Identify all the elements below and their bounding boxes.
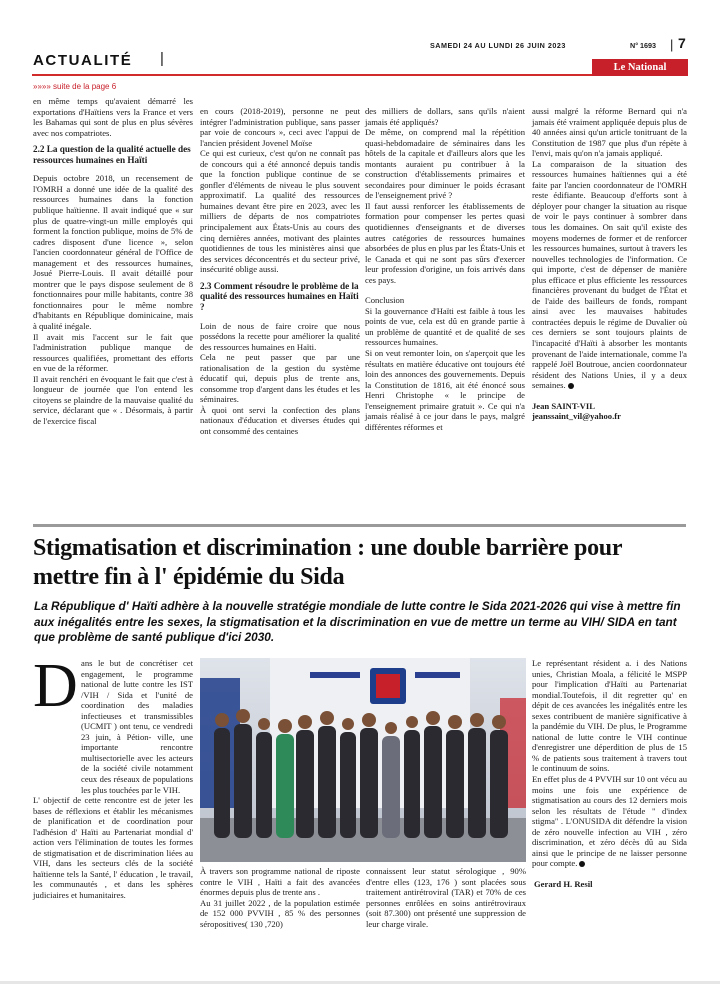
paragraph <box>532 159 687 391</box>
end-of-article-icon <box>568 383 574 389</box>
author-name: Gerard H. Resil <box>534 878 593 889</box>
paragraph: Il avait mis l'accent sur le fait que l'administration publique manque de ressources qualifiées, promettant des efforts en vue de la réformer. <box>33 331 193 374</box>
issue-number: N° 1693 <box>630 41 657 50</box>
conclusion-heading: Conclusion <box>365 295 405 306</box>
photo-illustration <box>200 658 526 862</box>
paragraph: L' objectif de cette rencontre est de jeter les bases de réflexions et établir les mécanismes de planification et de coordination pour l'adhésion d' Haïti au Partenariat mondial d' action vers l'élimination de toutes les formes de stigmatisation et de discrimination liées au VIH, dans les secteurs clés de la société haïtienne tels la Santé, l' éducation , le travail, les communautés , et dans les sphères judiciaires et humanitaires. <box>33 795 193 901</box>
group-photo <box>200 658 526 862</box>
spacer <box>532 391 687 401</box>
paragraph: Loin de nous de faire croire que nous possédons la recette pour améliorer la qualité des ressources humaines en Haïti. <box>200 320 360 352</box>
header-rule <box>32 74 686 76</box>
paragraph: Cela ne peut passer que par une rationalisation de la gestion du système éducatif qui, depuis plus de trente ans, consomme trop d'argent dans les études et les séminaires. <box>200 352 360 405</box>
article-standfirst: La République d' Haïti adhère à la nouvelle stratégie mondiale de lutte contre le Sida 2021-2026 qui vise à mettre fin aux inégalités entre les sexes, la stigmatisation et la discrimination en vue de mettre un terme au VIH/ SIDA en tant que problème de santé publique d'ici 2030. <box>34 599 681 645</box>
article1-column-2 <box>200 106 360 437</box>
paragraph: Il faut aussi renforcer les établissements de formation pour compenser les pertes quasi quotidiennes d'enseignants et de diverses autres catégories de ressources humaines absorbées de plus en plus par les États-Unis et le Canada et qui ne sont pas sûrs d'exercer leur profession d'origine, un fois arrivés dans ces pays. <box>365 200 525 285</box>
paragraph: en cours (2018-2019), personne ne peut intégrer l'administration publique, sans passer par voie de concours », ceci avec l'appui de l'ancien président Jovenel Moïse <box>200 106 360 148</box>
paragraph: Au 31 juillet 2022 , de la population estimée de 152 000 PVVIH , 85 % des personnes séropositives( 130 ,720) <box>200 897 360 929</box>
article2-column-4 <box>532 658 687 889</box>
paragraph: Si on veut remonter loin, on s'aperçoit que les résultats en matière éducative ont toujours été loin des annonces des gouvernements. Depuis la Constitution de 1816, ait été énoncé sous Henri Christophe « le principe de l'enseignement primaire gratuit ». Ce qui n'a jamais réalisé à ce jour dans le pays, malgré différentes réformes et <box>365 348 525 432</box>
newspaper-logo: Le National <box>592 59 688 76</box>
paragraph-text: La comparaison de la situation des ressources humaines haïtiennes qui a été faite par l'ancien coordonnateur de l'OMRH reste édifiante. Beaucoup d'efforts sont à déployer pour changer la situation au risque de voir le pays continuer à sombrer dans tous les domaines. On sait qu'il existe des moyens modernes de former et de renforcer les ressources humaines, surtout à travers les nouvelles technologies de l'information. Ce qui importe, c'est de dépenser de manière plus efficace et plus efficiente les ressources financières provenant du budget de l'État et de l'aide des bailleurs de fonds, rompant ainsi avec les mauvaises habitudes contractées depuis le régime de Duvalier où ces derniers se sont toujours plaints de l'incapacité d'Haïti à absorber les montants provenant de l'aide internationale, comme l'a rappelé Joël Boutroue, ancien coordonnateur résident des Nations Unies, il y a deux semaines. <box>532 158 687 391</box>
drop-cap: D <box>33 652 78 720</box>
article-headline: Stigmatisation et discrimination : une double barrière pour mettre fin à l' épidémie du Sida <box>33 535 622 590</box>
paragraph: Il avait renchéri en évoquant le fait que c'est à longueur de journée que l'on entend les citoyens se plaindre de la mauvaise qualité du service, déclarant que « . Désormais, à partir de l'exercice fiscal <box>33 373 193 426</box>
paragraph: aussi malgré la réforme Bernard qui n'a jamais été vraiment appliquée depuis plus de 40 années ainsi qu'un article tonitruant de la Constitution de 1987 que plus d'un répète à l'envi, mais qu'on n'a jamais appliqué. <box>532 106 687 159</box>
section-separator: | <box>160 50 164 67</box>
paragraph: ans le but de concrétiser cet engagement, le programme national de lutte contre les IST /VIH / Sida et l'unité de coordination des maladies infectieuses et transmissibles (UCMIT ) ont tenu, ce vendredi 23 juin, à Pétion- ville, une importante rencontre multisectorielle avec les acteurs de la société civile notamment ceux des réseaux de populations les plus touchées par le VIH. <box>81 658 193 795</box>
subheading: 2.2 La question de la qualité actuelle des ressources humaines en Haïti <box>33 144 191 165</box>
author-name: Jean SAINT-VIL <box>532 400 595 411</box>
paragraph <box>532 774 687 869</box>
article2-column-2 <box>200 866 360 929</box>
spacer <box>365 285 525 295</box>
article1-column-4 <box>532 106 687 422</box>
paragraph: À quoi ont servi la confection des plans nationaux d'éducation et diverses études qui ont consommé des centaines <box>200 404 360 436</box>
paragraph-text: En effet plus de 4 PVVIH sur 10 ont vécu au moins une fois une expérience de stigmatisation au cours des 12 derniers mois selon les résultats de l'étude " d'index stigma" . L'ONUSIDA dit défendre la vision de zéro nouvelle infection au VIH , zéro discrimination, et zéro décès dû au Sida ainsi que le principe de ne laisser personne pour compte. <box>532 774 687 869</box>
paragraph: des milliers de dollars, sans qu'ils n'aient jamais été appliqués? <box>365 106 525 127</box>
article2-column-1 <box>33 652 193 901</box>
paragraph: À travers son programme national de riposte contre le VIH , Haïti a fait des avancées énormes depuis plus de trente ans . <box>200 866 360 898</box>
page-number: 7 <box>678 35 686 51</box>
issue-date: SAMEDI 24 AU LUNDI 26 JUIN 2023 <box>430 41 566 50</box>
paragraph: en même temps qu'avaient démarré les exportations d'Haïtiens vers la France et vers les Bahamas qui sont de plus en plus sévères avec nos compatriotes. <box>33 96 193 138</box>
paragraph: connaissent leur statut sérologique , 90% d'entre elles (123, 176 ) sont placées sous traitement antirétroviral (TAR) et 70% de ces personnes enrôlées en soins antirétroviraux (soit 87.300) ont présenté une suppression de leur charge virale. <box>366 866 526 929</box>
section-title: ACTUALITÉ <box>33 52 133 69</box>
spacer <box>532 869 687 879</box>
article1-column-3 <box>365 106 525 432</box>
continued-from-link[interactable]: »»»» suite de la page 6 <box>33 82 117 91</box>
author-email-link[interactable]: jeanssaint_vil@yahoo.fr <box>532 411 621 422</box>
paragraph: Le représentant résident a. i des Nations unies, Christian Moala, a félicité le MSPP pour l'implication d'Haïti au Partenariat mondial.Toutefois, il dit regretter qu' en dépit de ces avancées les inégalités entre les sexes contribuent de manière significative à la pandémie du VIH. De plus, le Programme national de lutte contre le VIH continue d'enregistrer une déperdition de plus de 15 % de patients sous traitement à travers tout le continuum de soins. <box>532 658 687 774</box>
subheading: 2.3 Comment résoudre le problème de la qualité des ressources humaines en Haïti ? <box>200 280 359 312</box>
end-of-article-icon <box>579 861 585 867</box>
article2-column-3 <box>366 866 526 929</box>
paragraph: Ce qui est curieux, c'est qu'on ne connaît pas de concours qui a été annoncé depuis tandis que la fonction publique continue de se gonfler d'éléments de niveau le plus souvent approximatif. La qualité des ressources humaines devant être pire en 2023, avec les milliers de départs de nos compatriotes principalement aux États-Unis au cours des cinq dernières années, motivant des plaintes quotidiennes de tous les ministères ainsi que des services déconcentrés et du secteur privé, insécurité oblige aussi. <box>200 148 360 275</box>
paragraph: Si la gouvernance d'Haïti est faible à tous les points de vue, cela est dû en grande partie à un problème de quantité et de qualité de ses ressources humaines. <box>365 305 525 348</box>
article1-column-1 <box>33 96 193 427</box>
section-divider <box>33 524 686 527</box>
paragraph: De même, on comprend mal la répétition quasi-hebdomadaire de séminaires dans les hôtels de la capitale et d'ailleurs alors que les montants auraient pu contribuer à la construction d'établissements primaires et secondaires pour diminuer le poids écrasant de l'enseignement privé ? <box>365 127 525 201</box>
paragraph: Depuis octobre 2018, un recensement de l'OMRH a donné une idée de la qualité des ressources humaines dans la fonction publique haïtienne. Il avait indiqué que « sur plus de quatre-vingt-un mille employés qui forment la fonction publique, moins de 5% de cadres disposent d'une licence », selon l'ancien coordonnateur général de l'Office de management et des ressources humaines, Josué Pierre-Louis. Il avait détaillé pour montrer que le pays dispose seulement de 8 fonctionnaires pour mille habitants, contre 38 fonctionnaires pour le même nombre d'habitants en République dominicaine, mais à qualité inégale. <box>33 173 193 332</box>
page-separator: | <box>670 37 674 52</box>
